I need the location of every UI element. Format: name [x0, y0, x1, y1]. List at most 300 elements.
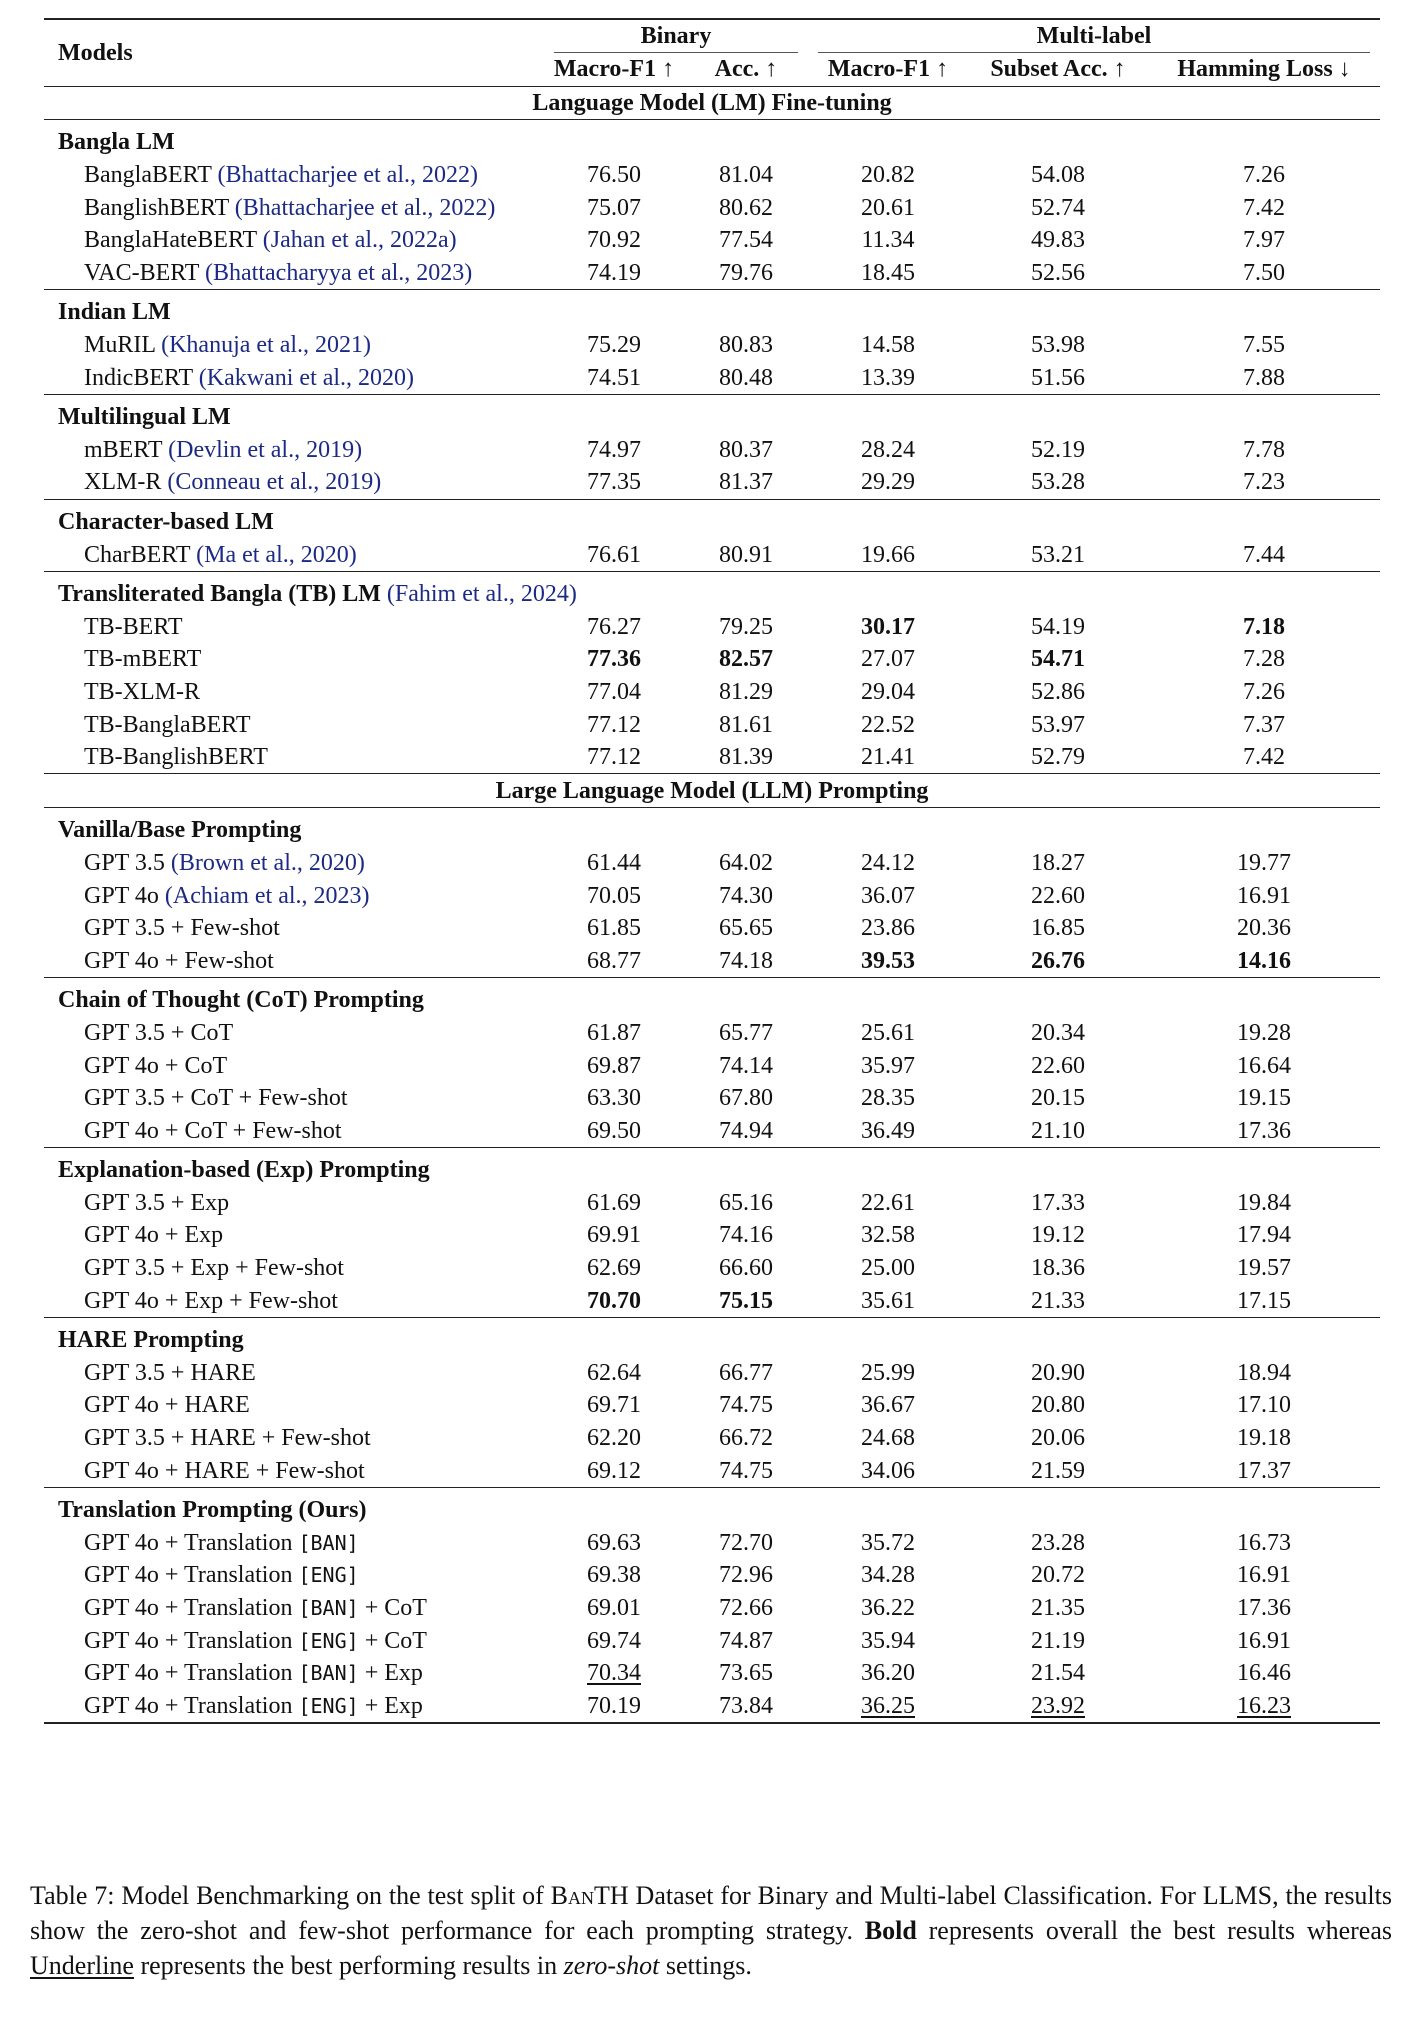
cell-subset-acc: 18.36: [1031, 1255, 1085, 1282]
group-row-cot: [44, 978, 1380, 1017]
model-name: GPT 3.5: [84, 849, 165, 876]
table-row: [44, 159, 1380, 192]
cell-hamming-loss: 7.37: [1243, 711, 1285, 738]
table-row: [44, 847, 1380, 880]
cell-subset-acc: 21.54: [1031, 1660, 1085, 1687]
group-row-hare: [44, 1317, 1380, 1356]
model-name-cell: GPT 4o + Translation [ENG] + CoT: [84, 1627, 427, 1654]
cell-subset-acc: 19.12: [1031, 1222, 1085, 1249]
cell-binary-macro-f1: 76.61: [587, 541, 641, 568]
cell-multi-macro-f1: 36.20: [861, 1660, 915, 1687]
cell-subset-acc: 20.80: [1031, 1392, 1085, 1419]
model-name-cell: [44, 257, 544, 290]
multilabel-header: Multi-label: [808, 19, 1380, 53]
table-row: [44, 944, 1380, 977]
group-row-character: [44, 499, 1380, 538]
section-row-llm: [44, 774, 1380, 808]
table-row: [44, 1389, 1380, 1422]
model-name: CharBERT: [84, 541, 191, 568]
cell-binary-macro-f1: 69.74: [587, 1627, 641, 1654]
model-name: GPT 3.5 + HARE + Few-shot: [84, 1425, 371, 1452]
header-row-groups: [44, 19, 1380, 53]
group-title-exp: Explanation-based (Exp) Prompting: [44, 1148, 1380, 1187]
group-title-indian: Indian LM: [44, 290, 1380, 329]
cell-binary-acc: 64.02: [719, 849, 773, 876]
table-row: [44, 708, 1380, 741]
cell-subset-acc: 16.85: [1031, 915, 1085, 942]
table-row: [44, 1187, 1380, 1220]
table-row: [44, 912, 1380, 945]
cell-multi-macro-f1: 34.28: [861, 1562, 915, 1589]
table-row: [44, 466, 1380, 499]
model-name-cell: GPT 4o + Translation [BAN]: [84, 1529, 359, 1556]
cell-binary-macro-f1: 69.38: [587, 1562, 641, 1589]
binary-header: Binary: [544, 19, 808, 53]
model-name-cell: GPT 4o + Translation [ENG] + Exp: [44, 1690, 544, 1724]
cell-multi-macro-f1: 36.22: [861, 1595, 915, 1622]
cell-hamming-loss: 17.36: [1237, 1117, 1291, 1144]
language-tag: [BAN]: [298, 1530, 359, 1555]
cell-binary-macro-f1: 70.70: [587, 1287, 641, 1314]
cell-binary-acc: 74.94: [719, 1117, 773, 1144]
col-header-binary-macro-f1: Macro-F1 ↑: [553, 56, 675, 83]
model-name: GPT 4o + HARE: [84, 1392, 250, 1419]
model-name: TB-XLM-R: [84, 678, 200, 705]
cell-subset-acc: 49.83: [1031, 227, 1085, 254]
cell-hamming-loss: 14.16: [1237, 947, 1291, 974]
cell-subset-acc: 54.08: [1031, 162, 1085, 189]
table-row: [44, 741, 1380, 774]
table-row: [44, 1082, 1380, 1115]
model-name: GPT 4o + CoT: [84, 1052, 228, 1079]
citation-link[interactable]: (Bhattacharjee et al., 2022): [234, 194, 496, 221]
caption-bold-word: Bold: [864, 1916, 917, 1945]
model-name: GPT 3.5 + Exp: [84, 1189, 230, 1216]
cell-binary-acc: 66.72: [719, 1425, 773, 1452]
group-title-bangla: Bangla LM: [44, 120, 1380, 159]
cell-multi-macro-f1: 22.52: [861, 711, 915, 738]
cell-multi-macro-f1: 35.61: [861, 1287, 915, 1314]
table-row: [44, 676, 1380, 709]
cell-subset-acc: 53.98: [1031, 332, 1085, 359]
cell-hamming-loss: 7.42: [1243, 744, 1285, 771]
table-row: [44, 361, 1380, 394]
cell-binary-macro-f1: 62.64: [587, 1359, 641, 1386]
cell-binary-acc: 73.84: [684, 1690, 808, 1724]
model-name: GPT 3.5 + Few-shot: [84, 915, 280, 942]
cell-binary-macro-f1: 61.44: [587, 849, 641, 876]
cell-binary-macro-f1: 62.20: [587, 1425, 641, 1452]
cell-multi-macro-f1: 36.25: [808, 1690, 968, 1724]
citation-link[interactable]: (Jahan et al., 2022a): [262, 227, 457, 254]
model-name-cell: [44, 1049, 544, 1082]
cell-binary-macro-f1: 61.85: [587, 915, 641, 942]
cell-binary-acc: 81.61: [719, 711, 773, 738]
model-name-cell: GPT 4o + Translation [ENG]: [84, 1562, 359, 1589]
table-row: [44, 1284, 1380, 1317]
cell-hamming-loss: 7.55: [1243, 332, 1285, 359]
cell-binary-macro-f1: 61.87: [587, 1019, 641, 1046]
table-row: [44, 1049, 1380, 1082]
model-name-cell: [44, 1284, 544, 1317]
table-row: [44, 224, 1380, 257]
model-name-cell: [44, 159, 544, 192]
group-citation-tb[interactable]: (Fahim et al., 2024): [386, 581, 577, 608]
cell-binary-macro-f1: 77.12: [587, 711, 641, 738]
cell-hamming-loss: 17.15: [1237, 1287, 1291, 1314]
group-title-vanilla: Vanilla/Base Prompting: [44, 808, 1380, 847]
model-name-cell: [44, 1454, 544, 1487]
cell-subset-acc: 23.92: [968, 1690, 1148, 1724]
cell-multi-macro-f1: 20.82: [861, 162, 915, 189]
cell-binary-macro-f1: 76.27: [587, 613, 641, 640]
language-tag: [BAN]: [298, 1596, 359, 1621]
model-name-cell: [44, 191, 544, 224]
group-row-bangla: [44, 120, 1380, 159]
cell-multi-macro-f1: 14.58: [861, 332, 915, 359]
citation-link[interactable]: (Devlin et al., 2019): [168, 436, 363, 463]
cell-subset-acc: 54.19: [1031, 613, 1085, 640]
cell-binary-macro-f1: 69.87: [587, 1052, 641, 1079]
cell-multi-macro-f1: 27.07: [861, 646, 915, 673]
cell-subset-acc: 52.56: [1031, 259, 1085, 286]
table-row: [44, 1657, 1380, 1690]
col-header-hamming-loss: Hamming Loss ↓: [1177, 56, 1351, 83]
cell-multi-macro-f1: 22.61: [861, 1189, 915, 1216]
cell-hamming-loss: 19.84: [1237, 1189, 1291, 1216]
cell-hamming-loss: 16.46: [1237, 1660, 1291, 1687]
model-name-cell: [44, 676, 544, 709]
table-row: [44, 1252, 1380, 1285]
cell-binary-macro-f1: 70.34: [587, 1660, 641, 1687]
cell-subset-acc: 20.06: [1031, 1425, 1085, 1452]
cell-subset-acc: 20.15: [1031, 1085, 1085, 1112]
language-tag: [ENG]: [298, 1693, 359, 1718]
cell-binary-acc: 73.65: [719, 1660, 773, 1687]
col-header-binary-acc: Acc. ↑: [714, 56, 778, 83]
cell-binary-acc: 67.80: [719, 1085, 773, 1112]
citation-link[interactable]: (Khanuja et al., 2021): [161, 332, 372, 359]
cell-binary-acc: 80.48: [719, 364, 773, 391]
section-title-lm: Language Model (LM) Fine-tuning: [44, 86, 1380, 120]
table-caption: Table 7: Model Benchmarking on the test split of BanTH Dataset for Binary and Multi-label Classification. For LLMS, the results show the zero-shot and few-shot performance for each prompting strategy. Bold represents overall the best results whereas Underline represents the best performing results in zero-shot settings.: [30, 1881, 1393, 1980]
citation-link[interactable]: (Conneau et al., 2019): [167, 469, 382, 496]
citation-link[interactable]: (Bhattacharjee et al., 2022): [217, 162, 478, 189]
model-name: TB-BanglishBERT: [84, 744, 268, 771]
model-name: GPT 4o + CoT + Few-shot: [84, 1117, 342, 1144]
cell-binary-macro-f1: 74.19: [587, 259, 641, 286]
cell-binary-acc: 74.18: [719, 947, 773, 974]
cell-subset-acc: 52.86: [1031, 678, 1085, 705]
model-name-cell: [44, 643, 544, 676]
cell-hamming-loss: 16.91: [1237, 882, 1291, 909]
cell-binary-macro-f1: 69.63: [587, 1529, 641, 1556]
group-row-tb: [44, 571, 1380, 610]
group-title-multilingual: Multilingual LM: [44, 394, 1380, 433]
caption-underline-word: Underline: [30, 1951, 134, 1980]
models-header: Models: [44, 19, 544, 86]
cell-binary-acc: 75.15: [719, 1287, 773, 1314]
cell-multi-macro-f1: 35.94: [861, 1627, 915, 1654]
cell-multi-macro-f1: 39.53: [861, 947, 915, 974]
model-name: GPT 3.5 + CoT + Few-shot: [84, 1085, 348, 1112]
caption-italic-word: zero-shot: [563, 1951, 660, 1980]
cell-subset-acc: 21.59: [1031, 1457, 1085, 1484]
group-title-cot: Chain of Thought (CoT) Prompting: [44, 978, 1380, 1017]
cell-multi-macro-f1: 25.61: [861, 1019, 915, 1046]
model-name-cell: GPT 4o + Translation [BAN] + Exp: [84, 1660, 423, 1687]
cell-multi-macro-f1: 25.99: [861, 1359, 915, 1386]
cell-hamming-loss: 7.28: [1243, 646, 1285, 673]
cell-subset-acc: 21.19: [1031, 1627, 1085, 1654]
cell-binary-macro-f1: 74.97: [587, 436, 641, 463]
table-row: [44, 643, 1380, 676]
col-header-subset-acc: Subset Acc. ↑: [990, 56, 1126, 83]
cell-binary-acc: 74.75: [719, 1457, 773, 1484]
model-name-cell: [44, 1252, 544, 1285]
cell-binary-macro-f1: 61.69: [587, 1189, 641, 1216]
cell-binary-macro-f1: 69.01: [587, 1595, 641, 1622]
cell-subset-acc: 20.90: [1031, 1359, 1085, 1386]
table-row: [44, 611, 1380, 644]
cell-hamming-loss: 7.50: [1243, 259, 1285, 286]
table-row: [44, 1114, 1380, 1147]
section-row-lm: [44, 86, 1380, 120]
table-row: [44, 1592, 1380, 1625]
group-row-exp: [44, 1148, 1380, 1187]
cell-binary-macro-f1: 69.91: [587, 1222, 641, 1249]
cell-hamming-loss: 16.91: [1237, 1562, 1291, 1589]
model-name: GPT 4o + Exp + Few-shot: [84, 1287, 338, 1314]
model-name-cell: [44, 1422, 544, 1455]
group-row-vanilla: [44, 808, 1380, 847]
cell-subset-acc: 18.27: [1031, 849, 1085, 876]
cell-subset-acc: 53.21: [1031, 541, 1085, 568]
cell-hamming-loss: 16.64: [1237, 1052, 1291, 1079]
cell-binary-acc: 66.60: [719, 1255, 773, 1282]
table-row: [44, 1624, 1380, 1657]
cell-multi-macro-f1: 24.12: [861, 849, 915, 876]
group-row-indian: [44, 290, 1380, 329]
cell-hamming-loss: 19.77: [1237, 849, 1291, 876]
cell-binary-macro-f1: 62.69: [587, 1255, 641, 1282]
model-name-cell: GPT 4o + Translation [BAN] + CoT: [84, 1595, 427, 1622]
cell-binary-macro-f1: 69.50: [587, 1117, 641, 1144]
model-name-cell: [44, 879, 544, 912]
cell-subset-acc: 52.19: [1031, 436, 1085, 463]
model-name: MuRIL: [84, 332, 156, 359]
cell-binary-macro-f1: 74.51: [587, 364, 641, 391]
model-name-cell: [44, 708, 544, 741]
cell-binary-acc: 74.30: [719, 882, 773, 909]
cell-binary-acc: 77.54: [719, 227, 773, 254]
table-row: [44, 434, 1380, 467]
model-name: mBERT: [84, 436, 163, 463]
cell-multi-macro-f1: 28.24: [861, 436, 915, 463]
table-row: [44, 1527, 1380, 1560]
language-tag: [BAN]: [298, 1661, 359, 1686]
cell-hamming-loss: 16.23: [1148, 1690, 1380, 1724]
cell-subset-acc: 21.35: [1031, 1595, 1085, 1622]
cell-subset-acc: 51.56: [1031, 364, 1085, 391]
model-name-cell: [44, 1389, 544, 1422]
cell-binary-acc: 74.87: [719, 1627, 773, 1654]
cell-binary-macro-f1: 70.05: [587, 882, 641, 909]
model-name: TB-BanglaBERT: [84, 711, 251, 738]
model-name: GPT 4o + Few-shot: [84, 947, 274, 974]
cell-subset-acc: 53.28: [1031, 469, 1085, 496]
model-name-cell: [44, 1187, 544, 1220]
cell-multi-macro-f1: 20.61: [861, 194, 915, 221]
cell-binary-macro-f1: 68.77: [587, 947, 641, 974]
cell-multi-macro-f1: 29.04: [861, 678, 915, 705]
cell-hamming-loss: 7.18: [1243, 613, 1285, 640]
cell-binary-acc: 80.83: [719, 332, 773, 359]
model-name: GPT 3.5 + CoT: [84, 1019, 234, 1046]
cell-subset-acc: 52.74: [1031, 194, 1085, 221]
model-name: GPT 4o + Exp: [84, 1222, 224, 1249]
cell-multi-macro-f1: 34.06: [861, 1457, 915, 1484]
citation-link[interactable]: (Ma et al., 2020): [196, 541, 357, 568]
cell-binary-macro-f1: 75.07: [587, 194, 641, 221]
cell-hamming-loss: 7.97: [1243, 227, 1285, 254]
model-name-cell: [44, 611, 544, 644]
cell-subset-acc: 22.60: [1031, 882, 1085, 909]
cell-subset-acc: 53.97: [1031, 711, 1085, 738]
cell-multi-macro-f1: 36.07: [861, 882, 915, 909]
model-name: XLM-R: [84, 469, 162, 496]
cell-subset-acc: 21.33: [1031, 1287, 1085, 1314]
cell-binary-acc: 72.66: [719, 1595, 773, 1622]
cell-multi-macro-f1: 28.35: [861, 1085, 915, 1112]
table-row: [44, 1017, 1380, 1050]
group-row-translation: [44, 1487, 1380, 1526]
cell-multi-macro-f1: 18.45: [861, 259, 915, 286]
model-name-cell: [44, 538, 544, 571]
cell-binary-acc: 80.62: [719, 194, 773, 221]
group-title-translation: Translation Prompting (Ours): [44, 1487, 1380, 1526]
cell-hamming-loss: 19.18: [1237, 1425, 1291, 1452]
cell-multi-macro-f1: 21.41: [861, 744, 915, 771]
cell-binary-acc: 79.76: [719, 259, 773, 286]
cell-binary-acc: 66.77: [719, 1359, 773, 1386]
model-name-cell: [44, 1114, 544, 1147]
cell-hamming-loss: 17.10: [1237, 1392, 1291, 1419]
model-name: GPT 3.5 + HARE: [84, 1359, 256, 1386]
model-name-cell: [44, 912, 544, 945]
cell-binary-macro-f1: 77.35: [587, 469, 641, 496]
cell-hamming-loss: 7.44: [1243, 541, 1285, 568]
model-name-cell: [44, 1357, 544, 1390]
cell-subset-acc: 26.76: [1031, 947, 1085, 974]
cell-binary-acc: 72.96: [719, 1562, 773, 1589]
cell-multi-macro-f1: 29.29: [861, 469, 915, 496]
cell-hamming-loss: 17.37: [1237, 1457, 1291, 1484]
cell-binary-macro-f1: 77.36: [587, 646, 641, 673]
results-table: [44, 18, 1380, 1724]
table-row: [44, 1454, 1380, 1487]
cell-binary-acc: 74.14: [719, 1052, 773, 1079]
model-name-cell: [44, 466, 544, 499]
cell-binary-acc: 65.77: [719, 1019, 773, 1046]
cell-binary-acc: 65.65: [719, 915, 773, 942]
citation-link[interactable]: (Kakwani et al., 2020): [198, 364, 415, 391]
table-row: [44, 1357, 1380, 1390]
cell-hamming-loss: 7.78: [1243, 436, 1285, 463]
model-name-cell: [44, 847, 544, 880]
citation-link[interactable]: (Brown et al., 2020): [170, 849, 365, 876]
cell-hamming-loss: 17.94: [1237, 1222, 1291, 1249]
model-name-cell: [44, 1082, 544, 1115]
cell-subset-acc: 54.71: [1031, 646, 1085, 673]
cell-subset-acc: 23.28: [1031, 1529, 1085, 1556]
cell-binary-macro-f1: 75.29: [587, 332, 641, 359]
cell-multi-macro-f1: 24.68: [861, 1425, 915, 1452]
citation-link[interactable]: (Bhattacharyya et al., 2023): [205, 259, 473, 286]
cell-subset-acc: 17.33: [1031, 1189, 1085, 1216]
cell-multi-macro-f1: 11.34: [861, 227, 915, 254]
model-name: BanglaHateBERT: [84, 227, 257, 254]
cell-subset-acc: 21.10: [1031, 1117, 1085, 1144]
model-name: IndicBERT: [84, 364, 193, 391]
table-row: [44, 329, 1380, 362]
table-row: [44, 1559, 1380, 1592]
cell-binary-macro-f1: 77.12: [587, 744, 641, 771]
model-name-cell: [44, 1017, 544, 1050]
model-name: TB-mBERT: [84, 646, 202, 673]
cell-binary-acc: 81.39: [719, 744, 773, 771]
group-title-character: Character-based LM: [44, 499, 1380, 538]
model-name: BanglaBERT: [84, 162, 212, 189]
table-row: [44, 879, 1380, 912]
cell-binary-acc: 74.16: [719, 1222, 773, 1249]
model-name: VAC-BERT: [84, 259, 200, 286]
cell-binary-acc: 80.91: [719, 541, 773, 568]
cell-multi-macro-f1: 35.97: [861, 1052, 915, 1079]
model-name-cell: [44, 329, 544, 362]
citation-link[interactable]: (Achiam et al., 2023): [164, 882, 370, 909]
cell-binary-acc: 81.37: [719, 469, 773, 496]
model-name-cell: [44, 1219, 544, 1252]
model-name: GPT 4o + HARE + Few-shot: [84, 1457, 365, 1484]
cell-hamming-loss: 17.36: [1237, 1595, 1291, 1622]
cell-hamming-loss: 19.57: [1237, 1255, 1291, 1282]
table-row: [44, 538, 1380, 571]
cell-hamming-loss: 16.73: [1237, 1529, 1291, 1556]
cell-binary-acc: 82.57: [719, 646, 773, 673]
cell-hamming-loss: 16.91: [1237, 1627, 1291, 1654]
cell-multi-macro-f1: 19.66: [861, 541, 915, 568]
table-row: [44, 1422, 1380, 1455]
cell-binary-acc: 72.70: [719, 1529, 773, 1556]
section-title-llm: Large Language Model (LLM) Prompting: [44, 774, 1380, 808]
cell-binary-acc: 74.75: [719, 1392, 773, 1419]
cell-hamming-loss: 18.94: [1237, 1359, 1291, 1386]
cell-binary-macro-f1: 69.71: [587, 1392, 641, 1419]
model-name-cell: [44, 224, 544, 257]
language-tag: [ENG]: [298, 1628, 359, 1653]
cell-binary-macro-f1: 76.50: [587, 162, 641, 189]
results-table-container: [44, 18, 1380, 1724]
cell-multi-macro-f1: 32.58: [861, 1222, 915, 1249]
cell-binary-acc: 81.04: [719, 162, 773, 189]
group-title-hare: HARE Prompting: [44, 1317, 1380, 1356]
language-tag: [ENG]: [298, 1563, 359, 1588]
cell-binary-acc: 65.16: [719, 1189, 773, 1216]
cell-binary-macro-f1: 69.12: [587, 1457, 641, 1484]
model-name: BanglishBERT: [84, 194, 229, 221]
cell-subset-acc: 20.72: [1031, 1562, 1085, 1589]
